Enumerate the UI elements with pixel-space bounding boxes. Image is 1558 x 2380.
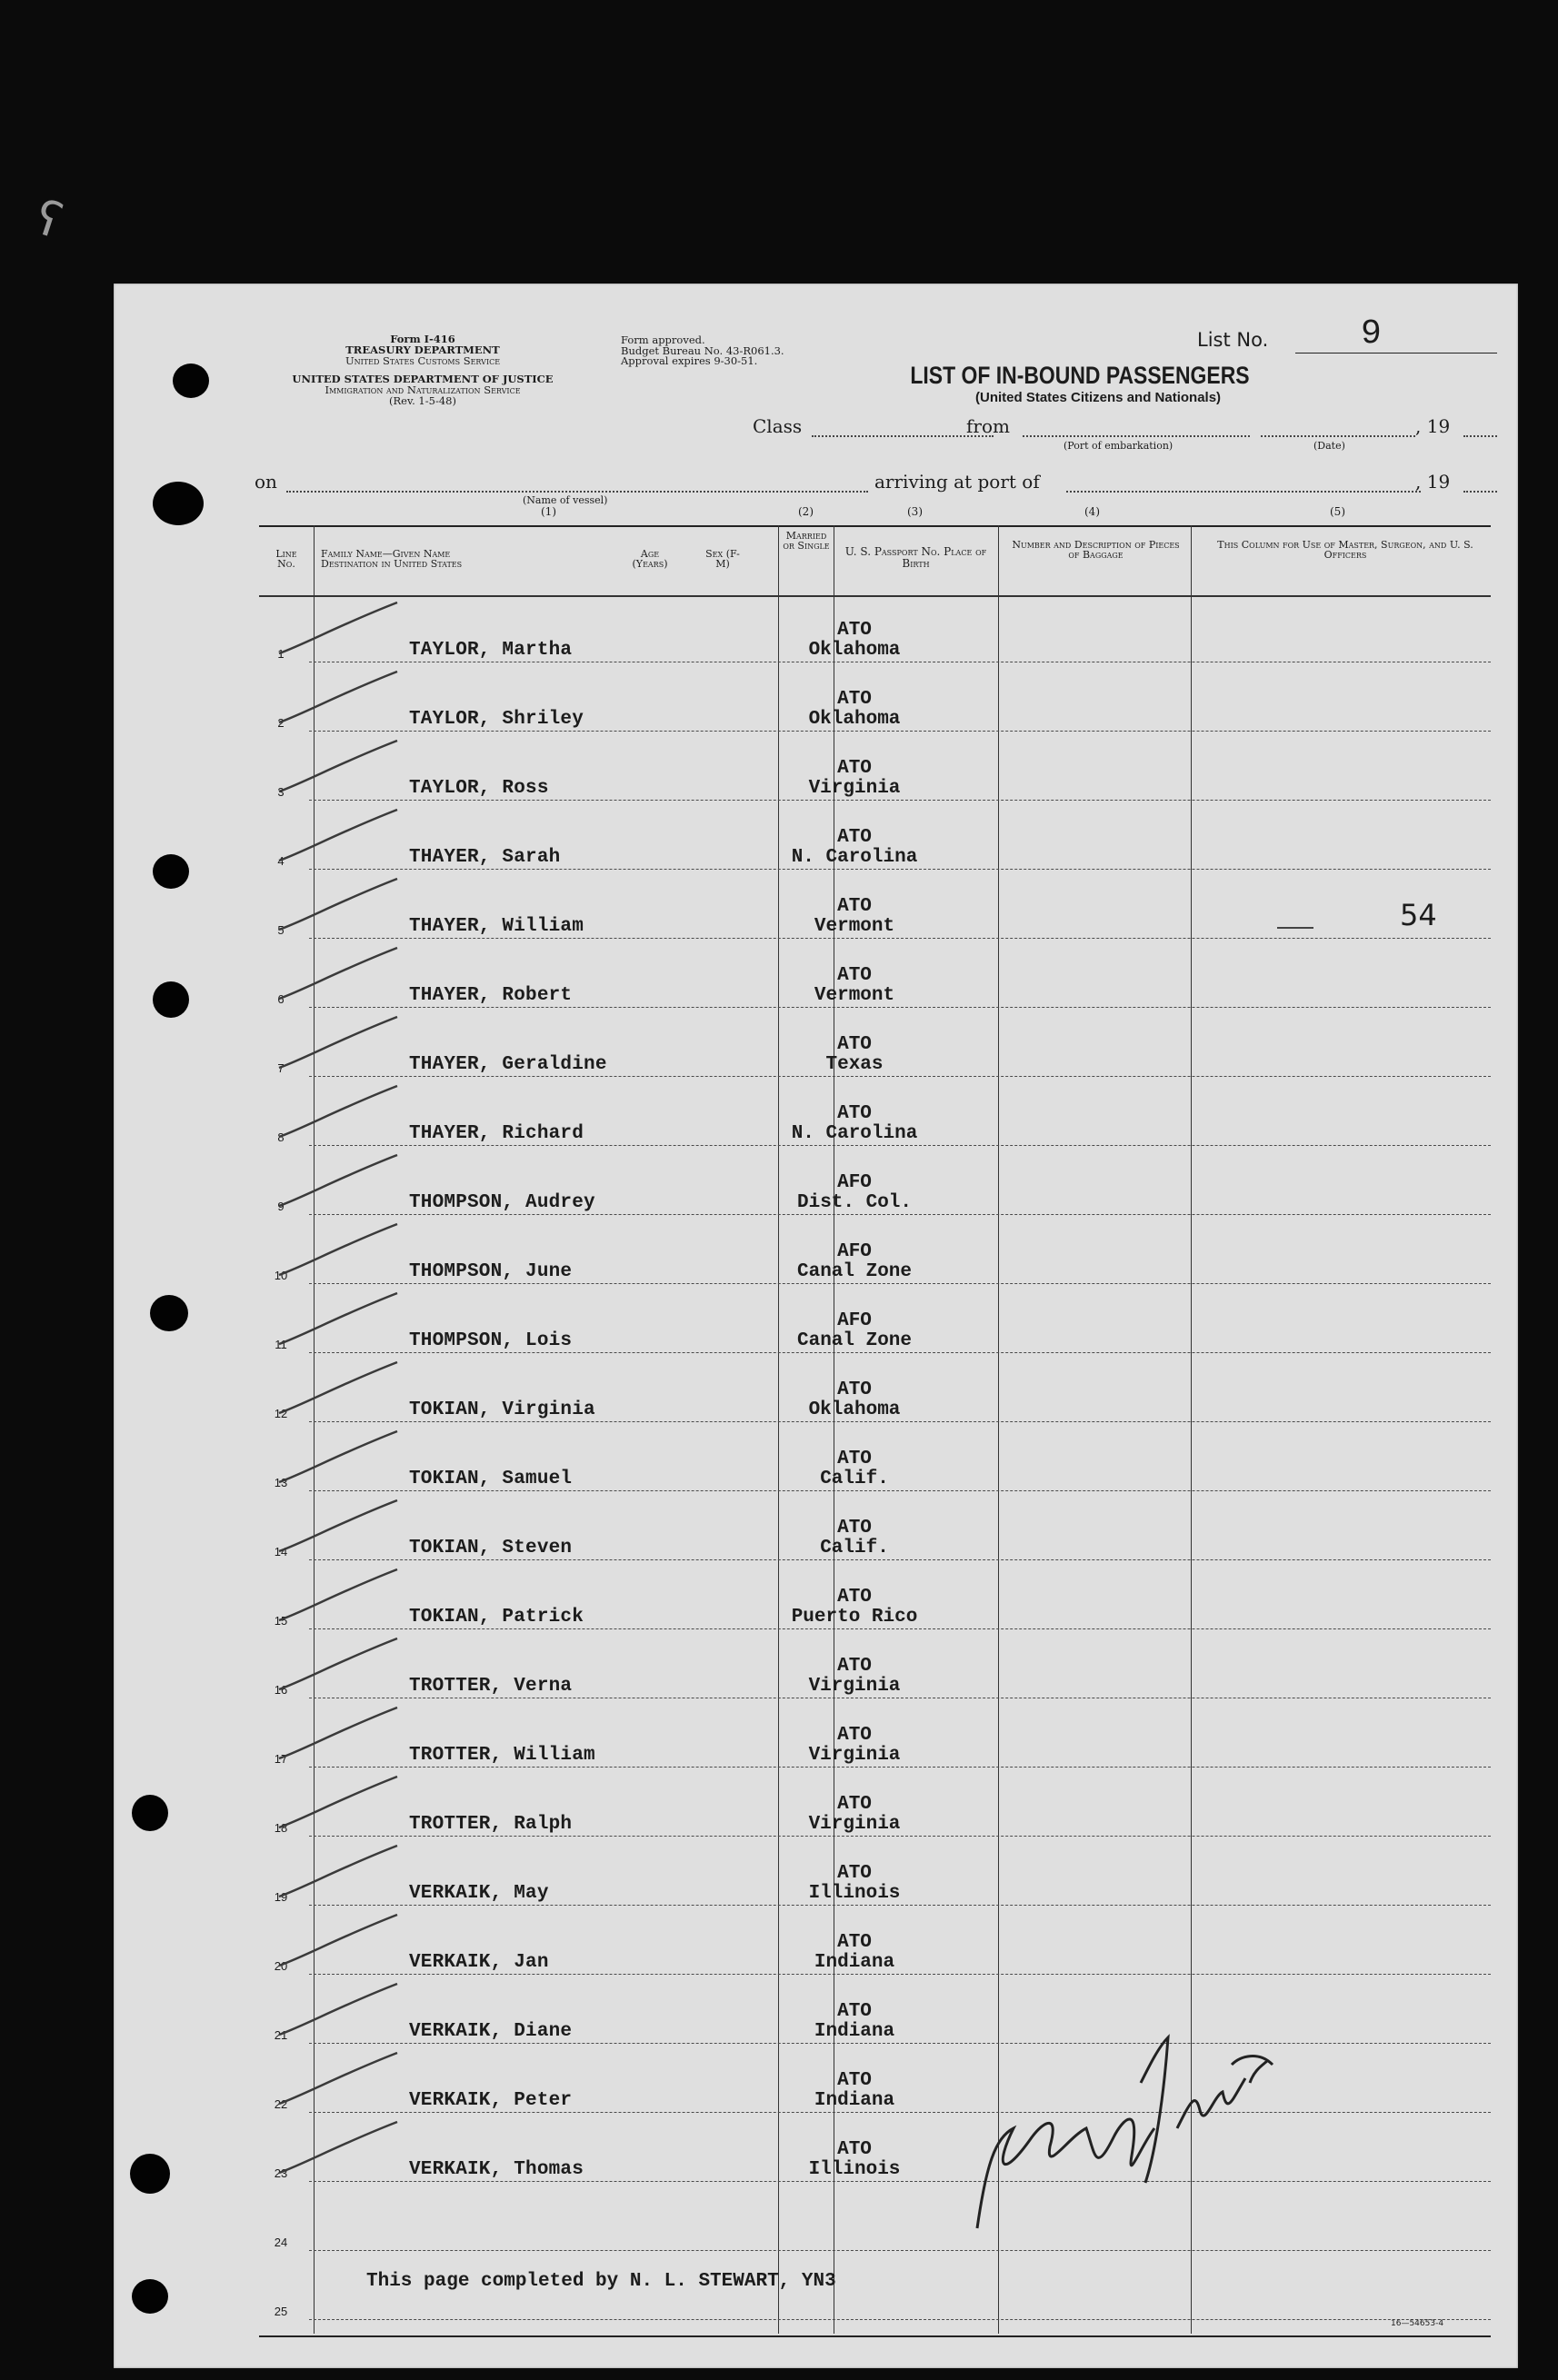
row-line-number: 25 — [274, 2305, 288, 2318]
row-rule — [309, 1767, 1491, 1768]
passport-code: ATO — [837, 1725, 872, 1746]
passenger-name: TOKIAN, Steven — [409, 1538, 573, 1558]
passenger-name: TROTTER, Verna — [409, 1676, 573, 1697]
from-field — [1023, 435, 1250, 437]
table-row — [259, 1700, 1491, 1768]
place-of-birth: Indiana — [814, 2021, 895, 2042]
col-header-family-name: Family Name—Given Name — [321, 548, 451, 560]
place-of-birth: Virginia — [808, 778, 901, 799]
row-line-number: 11 — [275, 1338, 287, 1351]
check-mark-icon — [277, 873, 404, 937]
arriving-label: arriving at port of — [874, 471, 1040, 493]
page-title: LIST OF IN-BOUND PASSENGERS — [910, 362, 1250, 389]
row-rule — [309, 1490, 1491, 1491]
customs-service: United States Customs Service — [345, 354, 501, 367]
row-rule — [309, 1283, 1491, 1284]
passport-code: ATO — [837, 1379, 872, 1400]
check-mark-icon — [277, 1288, 404, 1351]
footer-code: 16—54653-4 — [1391, 2319, 1444, 2328]
row-rule — [309, 1559, 1491, 1560]
row-line-number: 24 — [274, 2236, 288, 2249]
list-no-underline — [1295, 353, 1497, 354]
row-line-number: 5 — [277, 923, 285, 937]
passport-code: ATO — [837, 1656, 872, 1677]
check-mark-icon — [277, 666, 404, 730]
place-of-birth: Illinois — [808, 1883, 901, 1904]
on-label: on — [255, 471, 277, 493]
binder-hole-4 — [153, 981, 189, 1018]
date-field — [1261, 435, 1415, 437]
passport-code: AFO — [837, 1172, 872, 1193]
table-row — [259, 941, 1491, 1008]
row-rule — [309, 1007, 1491, 1008]
approval-line-2: Budget Bureau No. 43-R061.3. — [621, 344, 784, 357]
table-row — [259, 1838, 1491, 1906]
place-of-birth: Virginia — [808, 1814, 901, 1835]
passenger-name: VERKAIK, Jan — [409, 1952, 549, 1973]
check-mark-icon — [277, 1978, 404, 2042]
passport-code: ATO — [837, 620, 872, 641]
from-label: from — [966, 415, 1010, 437]
place-of-birth: Indiana — [814, 2090, 895, 2111]
place-of-birth: Vermont — [814, 916, 895, 937]
row-line-number: 3 — [277, 785, 285, 799]
place-of-birth: Calif. — [820, 1538, 889, 1558]
col-num-2: (2) — [798, 505, 814, 518]
place-of-birth: Canal Zone — [796, 1330, 913, 1351]
check-mark-icon — [277, 597, 404, 661]
passport-code: ATO — [837, 2001, 872, 2022]
row-rule — [309, 1352, 1491, 1353]
binder-hole-3 — [153, 854, 189, 889]
binder-hole-5 — [150, 1295, 188, 1331]
passenger-name: TAYLOR, Shriley — [409, 709, 584, 730]
row-line-number: 17 — [274, 1752, 288, 1766]
row-line-number: 18 — [274, 1821, 288, 1835]
row-rule — [309, 1628, 1491, 1629]
passenger-name: THAYER, Richard — [409, 1123, 584, 1144]
place-of-birth: Oklahoma — [808, 1399, 901, 1420]
row-rule — [309, 1905, 1491, 1906]
passenger-name: THAYER, Geraldine — [409, 1054, 607, 1075]
check-mark-icon — [277, 1150, 404, 1213]
table-row — [259, 1217, 1491, 1284]
form-number: Form I-416 — [390, 333, 455, 345]
approval-block — [621, 335, 784, 367]
row-rule — [309, 1836, 1491, 1837]
row-line-number: 7 — [277, 1061, 285, 1075]
table-row — [259, 1769, 1491, 1837]
passenger-name: VERKAIK, May — [409, 1883, 549, 1904]
row-rule — [309, 869, 1491, 870]
check-mark-icon — [277, 1702, 404, 1766]
passenger-name: THOMPSON, Audrey — [409, 1192, 595, 1213]
revision: (Rev. 1-5-48) — [389, 394, 456, 407]
row-line-number: 14 — [274, 1545, 288, 1558]
row-rule — [309, 800, 1491, 801]
passport-code: ATO — [837, 1103, 872, 1124]
treasury-dept: TREASURY DEPARTMENT — [345, 344, 500, 356]
row-line-number: 21 — [274, 2028, 288, 2042]
table-row — [259, 595, 1491, 662]
passport-code: ATO — [837, 1587, 872, 1608]
ins-service: Immigration and Naturalization Service — [325, 383, 521, 396]
check-mark-icon — [277, 804, 404, 868]
completed-by-note: This page completed by N. L. STEWART, YN3 — [366, 2271, 836, 2292]
row-line-number: 2 — [277, 716, 285, 730]
place-of-birth: Dist. Col. — [796, 1192, 913, 1213]
passenger-name: VERKAIK, Peter — [409, 2090, 573, 2111]
row-line-number: 8 — [277, 1130, 285, 1144]
place-of-birth: Puerto Rico — [791, 1607, 918, 1628]
edge-mark: ʕ — [28, 190, 69, 250]
list-no-label: List No. — [1197, 329, 1269, 351]
check-mark-icon — [277, 1495, 404, 1558]
year-field — [1463, 435, 1497, 437]
row-line-number: 16 — [274, 1683, 288, 1697]
arrival-port-field — [1066, 491, 1421, 493]
check-mark-icon — [277, 2047, 404, 2111]
table-row — [259, 1493, 1491, 1560]
passport-code: ATO — [837, 965, 872, 986]
table-row — [259, 1010, 1491, 1077]
check-mark-icon — [277, 1357, 404, 1420]
passenger-name: VERKAIK, Diane — [409, 2021, 573, 2042]
table-row — [259, 1355, 1491, 1422]
place-of-birth: Vermont — [814, 985, 895, 1006]
row-line-number: 9 — [277, 1200, 285, 1213]
place-of-birth: Canal Zone — [796, 1261, 913, 1282]
row-line-number: 22 — [274, 2097, 288, 2111]
passenger-name: TOKIAN, Samuel — [409, 1469, 573, 1489]
passenger-name: TOKIAN, Patrick — [409, 1607, 584, 1628]
col-header-family — [321, 549, 539, 569]
check-mark-icon — [277, 1909, 404, 1973]
row-rule — [309, 1076, 1491, 1077]
justice-dept: UNITED STATES DEPARTMENT OF JUSTICE — [292, 373, 554, 385]
row-rule — [309, 1974, 1491, 1975]
col-num-3: (3) — [907, 505, 923, 518]
passport-code: ATO — [837, 896, 872, 917]
passport-code: AFO — [837, 1241, 872, 1262]
table-row — [259, 1079, 1491, 1146]
binder-hole-7 — [130, 2154, 170, 2194]
passenger-name: TOKIAN, Virginia — [409, 1399, 595, 1420]
col-num-5: (5) — [1330, 505, 1345, 518]
table-row — [259, 664, 1491, 732]
table-row — [259, 1562, 1491, 1629]
row-line-number: 13 — [274, 1476, 288, 1489]
row-line-number: 6 — [277, 992, 285, 1006]
officer-annotation-dash — [1277, 927, 1313, 929]
place-of-birth: Virginia — [808, 1745, 901, 1766]
binder-hole-8 — [132, 2279, 168, 2314]
passport-code: ATO — [837, 1518, 872, 1539]
row-rule — [309, 2250, 1491, 2251]
passenger-name: TAYLOR, Martha — [409, 640, 573, 661]
passenger-name: VERKAIK, Thomas — [409, 2159, 584, 2180]
passport-code: ATO — [837, 1034, 872, 1055]
port-embark-caption: (Port of embarkation) — [1064, 440, 1173, 452]
check-mark-icon — [277, 1011, 404, 1075]
table-row — [259, 733, 1491, 801]
row-line-number: 4 — [277, 854, 285, 868]
vessel-field — [286, 491, 868, 493]
row-rule — [309, 938, 1491, 939]
passenger-name: TAYLOR, Ross — [409, 778, 549, 799]
check-mark-icon — [277, 1426, 404, 1489]
passenger-name: THOMPSON, Lois — [409, 1330, 573, 1351]
binder-hole-2 — [153, 482, 204, 525]
check-mark-icon — [277, 1633, 404, 1697]
passport-code: ATO — [837, 2070, 872, 2091]
year-field-2 — [1463, 491, 1497, 493]
row-rule — [309, 731, 1491, 732]
place-of-birth: Oklahoma — [808, 640, 901, 661]
row-rule — [309, 1421, 1491, 1422]
place-of-birth: Virginia — [808, 1676, 901, 1697]
passenger-name: THAYER, William — [409, 916, 584, 937]
col-header-married: Married or Single — [783, 530, 830, 552]
row-rule — [309, 1214, 1491, 1215]
table-row — [259, 802, 1491, 870]
passport-code: ATO — [837, 1932, 872, 1953]
passport-code: ATO — [837, 827, 872, 848]
handwritten-signature — [959, 2028, 1341, 2237]
table-row — [259, 1907, 1491, 1975]
table-row — [259, 1148, 1491, 1215]
col-header-destination: Destination in United States — [321, 558, 463, 570]
passenger-name: THOMPSON, June — [409, 1261, 573, 1282]
table-row — [259, 1631, 1491, 1698]
col-header-sex: Sex (F-M) — [705, 548, 740, 570]
approval-line-1: Form approved. — [621, 334, 705, 346]
passport-code: AFO — [837, 1310, 872, 1331]
col-header-line: Line No. — [275, 548, 297, 570]
row-rule — [309, 1145, 1491, 1146]
place-of-birth: Oklahoma — [808, 709, 901, 730]
table-row — [259, 1286, 1491, 1353]
table-row — [259, 1424, 1491, 1491]
col-num-1: (1) — [541, 505, 556, 518]
row-line-number: 20 — [274, 1959, 288, 1973]
check-mark-icon — [277, 2116, 404, 2180]
passenger-name: TROTTER, William — [409, 1745, 595, 1766]
passenger-name: TROTTER, Ralph — [409, 1814, 573, 1835]
place-of-birth: Calif. — [820, 1469, 889, 1489]
passport-code: ATO — [837, 1863, 872, 1884]
check-mark-icon — [277, 942, 404, 1006]
place-of-birth: Texas — [825, 1054, 884, 1075]
check-mark-icon — [277, 1080, 404, 1144]
passport-code: ATO — [837, 2139, 872, 2160]
passport-code: ATO — [837, 1449, 872, 1469]
passenger-name: THAYER, Robert — [409, 985, 573, 1006]
check-mark-icon — [277, 735, 404, 799]
passport-code: ATO — [837, 689, 872, 710]
row-line-number: 15 — [274, 1614, 288, 1628]
row-line-number: 23 — [274, 2166, 288, 2180]
check-mark-icon — [277, 1219, 404, 1282]
place-of-birth: N. Carolina — [791, 847, 918, 868]
place-of-birth: N. Carolina — [791, 1123, 918, 1144]
row-rule — [309, 2319, 1491, 2320]
row-line-number: 1 — [277, 647, 285, 661]
place-of-birth: Illinois — [808, 2159, 901, 2180]
place-of-birth: Indiana — [814, 1952, 895, 1973]
passenger-name: THAYER, Sarah — [409, 847, 561, 868]
vessel-caption: (Name of vessel) — [523, 494, 608, 506]
col-header-age: Age (Years) — [632, 548, 668, 570]
form-paper — [114, 284, 1518, 2368]
row-line-number: 10 — [274, 1269, 288, 1282]
col-num-4: (4) — [1084, 505, 1100, 518]
check-mark-icon — [277, 1564, 404, 1628]
check-mark-icon — [277, 1840, 404, 1904]
officer-annotation: 54 — [1400, 898, 1437, 932]
col-header-baggage: Number and Description of Pieces of Baggage — [1012, 539, 1180, 561]
row-line-number: 12 — [274, 1407, 288, 1420]
date-caption: (Date) — [1313, 440, 1345, 452]
year-label: , 19 — [1415, 415, 1451, 437]
col-header-officers: This Column for Use of Master, Surgeon, and U. S. Officers — [1217, 539, 1473, 561]
class-label: Class — [753, 415, 803, 437]
row-line-number: 19 — [274, 1890, 288, 1904]
list-no-value: 9 — [1361, 314, 1382, 354]
check-mark-icon — [277, 1771, 404, 1835]
approval-line-3: Approval expires 9-30-51. — [621, 354, 758, 367]
page-subtitle: (United States Citizens and Nationals) — [975, 390, 1222, 405]
passport-code: ATO — [837, 758, 872, 779]
year-label-2: , 19 — [1415, 471, 1451, 493]
binder-hole-6 — [132, 1795, 168, 1831]
col-header-passport: U. S. Passport No. Place of Birth — [844, 545, 987, 570]
left-header — [250, 334, 595, 406]
passport-code: ATO — [837, 1794, 872, 1815]
binder-hole-1 — [173, 363, 209, 398]
